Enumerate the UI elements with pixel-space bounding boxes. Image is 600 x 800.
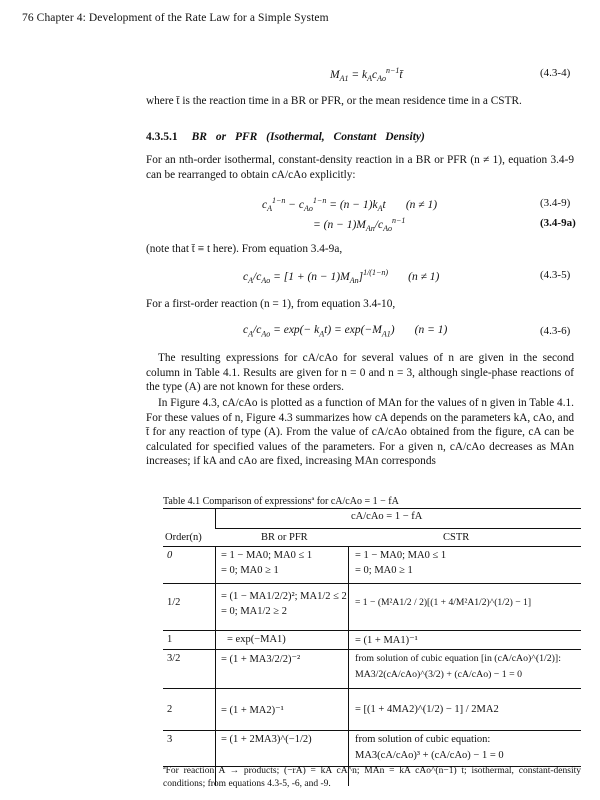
span-header: cA/cAo = 1 − fA <box>351 511 423 522</box>
table-rule <box>348 546 349 786</box>
paragraph-tbar: where t̄ is the reaction time in a BR or PFR, or the mean residence time in a CSTR. <box>146 95 522 107</box>
row-cstr-value: = [(1 + 4MA2)^(1/2) − 1] / 2MA2 <box>355 704 499 715</box>
row-br-value: = (1 − MA1/2/2)²; MA1/2 ≤ 2 <box>221 591 347 602</box>
row-br-value: = 1 − MA0; MA0 ≤ 1 <box>221 550 313 561</box>
equation-number: (3.4-9) <box>540 197 571 209</box>
paragraph-note: (note that t̄ ≡ t here). From equation 3.4-9a, <box>146 243 343 255</box>
section-heading <box>146 131 425 143</box>
table-caption: Table 4.1 Comparison of expressionsª for cA/cAo = 1 − fA <box>163 496 399 507</box>
paragraph-first-order: For a first-order reaction (n = 1), from equation 3.4-10, <box>146 298 396 310</box>
table-rule <box>163 688 581 689</box>
figure-text: In Figure 4.3, cA/cAo is plotted as a function of MAn for the values of n given in Table 4.1. For these values of n, Figure 4.3 summarizes how cA depends on the parameters kA, cAo, and t̄ for any reaction of type (A). From the value of cA/cAo obtained from the figure, cA can be calculated for specified values of the parameters. For a given n, cA/cAo decreases as MAn increases; if kA and cAo are fixed, increasing MAn corresponds <box>146 397 574 468</box>
col-header-br-pfr: BR or PFR <box>261 532 308 543</box>
equation-4-3-6: $c_A/c_{Ao} = \exp(- k_At) = \exp(-M_{A1})$ (n = 1) <box>243 324 448 339</box>
section-title: BR or PFR (Isothermal, Constant Density) <box>191 131 425 143</box>
row-cstr-value: from solution of cubic equation [in (cA/cAo)^(1/2)]: <box>355 653 561 664</box>
table-rule <box>215 546 216 786</box>
row-cstr-value: = 1 − (M²A1/2 / 2)[(1 + 4/M²A1/2)^(1/2) − 1] <box>355 597 532 608</box>
row-br-value: = 0; MA1/2 ≥ 2 <box>221 606 287 617</box>
row-order: 0 <box>167 550 173 561</box>
col-header-cstr: CSTR <box>443 532 470 543</box>
row-br-value: = exp(−MA1) <box>227 634 286 645</box>
table-rule <box>163 730 581 731</box>
row-order: 3/2 <box>167 653 181 664</box>
row-cstr-value: = 0; MA0 ≥ 1 <box>355 565 413 576</box>
table-rule <box>215 508 216 528</box>
equation-3-4-9a: = $(n - 1)M_{An}/c_{Ao}^{n-1}$ <box>313 216 406 234</box>
row-cstr-value: = 1 − MA0; MA0 ≤ 1 <box>355 550 447 561</box>
row-br-value: = (1 + 2MA3)^(−1/2) <box>221 734 312 745</box>
equation-4-3-5: $c_A/c_{Ao} = [1 + (n - 1)M_{An}]^{1/(1-n)}$ (n ≠ 1) <box>243 268 440 286</box>
row-br-value: = (1 + MA3/2/2)⁻² <box>221 654 301 665</box>
table-rule <box>163 649 581 650</box>
results-text: The resulting expressions for cA/cAo for several values of n are given in the second column in Table 4.1. Results are given for n = 0 and n = 3, although single-phase reactions of the type (A) are not known for these orders. <box>146 352 574 394</box>
equation-number: (4.3-4) <box>540 67 571 79</box>
table-rule <box>163 630 581 631</box>
paragraph-nth-order: For an nth-order isothermal, constant-density reaction in a BR or PFR (n ≠ 1), equation 3.4-9 can be rearranged to obtain cA/cAo explicitly: <box>146 154 574 181</box>
table-rule <box>163 508 581 509</box>
row-cstr-value: MA3/2(cA/cAo)^(3/2) + (cA/cAo) − 1 = 0 <box>355 669 522 680</box>
equation-4-3-4: $M_{A1}$ = $k_Ac_{Ao}^{n-1}t̄$ <box>330 66 403 84</box>
row-order: 3 <box>167 734 173 745</box>
row-order: 1/2 <box>167 597 181 608</box>
table-footnote: ªFor reaction A → products; (−rA) = kA cA^n; MAn = kA cAo^(n−1) t̄; isothermal, constant-density conditions; from equations 4.3-5, -6, and -9. <box>163 766 581 789</box>
table-rule <box>163 546 581 547</box>
col-header-order: Order(n) <box>165 532 202 543</box>
running-header: 76 Chapter 4: Development of the Rate Law for a Simple System <box>22 12 329 24</box>
row-br-value: = (1 + MA2)⁻¹ <box>221 705 284 716</box>
row-cstr-value: from solution of cubic equation: <box>355 734 491 745</box>
table-rule <box>163 583 581 584</box>
section-number: 4.3.5.1 <box>146 131 178 143</box>
row-cstr-value: MA3(cA/cAo)³ + (cA/cAo) − 1 = 0 <box>355 750 504 761</box>
equation-3-4-9: $c_A^{1-n} - c_{Ao}^{1-n} = (n - 1)k_At$ (n ≠ 1) <box>262 196 438 214</box>
equation-number: (3.4-9a) <box>540 217 576 229</box>
row-cstr-value: = (1 + MA1)⁻¹ <box>355 635 418 646</box>
table-rule <box>215 528 581 529</box>
equation-number: (4.3-5) <box>540 269 571 281</box>
row-order: 1 <box>167 634 173 645</box>
paragraph-results <box>146 351 574 395</box>
row-order: 2 <box>167 704 173 715</box>
paragraph-figure <box>146 396 574 469</box>
row-br-value: = 0; MA0 ≥ 1 <box>221 565 279 576</box>
equation-number: (4.3-6) <box>540 325 571 337</box>
